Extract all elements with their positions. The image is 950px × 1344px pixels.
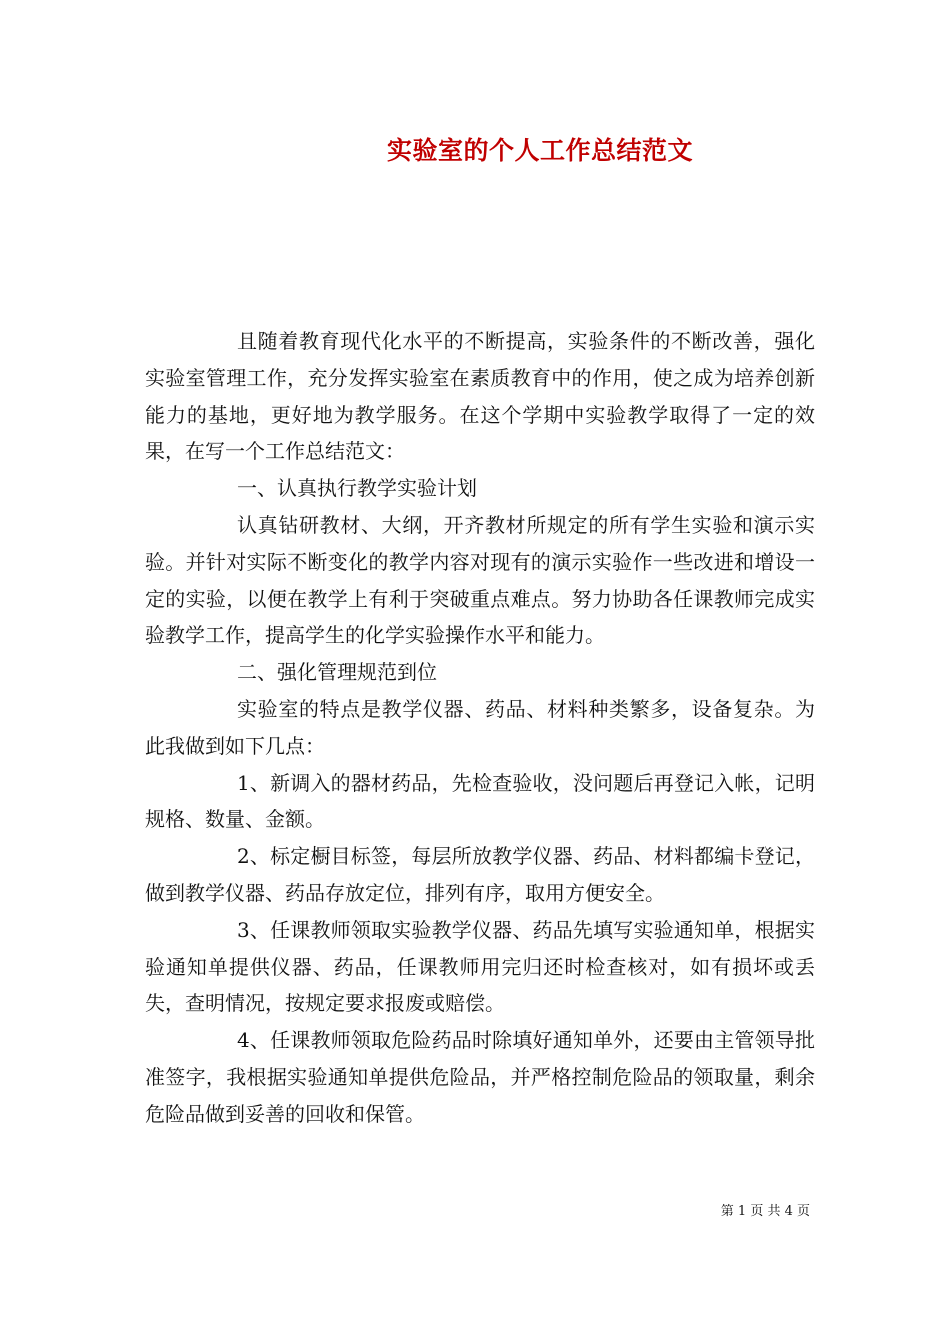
page-number-footer: 第 1 页 共 4 页 — [720, 1204, 810, 1219]
section-heading-1: 一、认真执行教学实验计划 — [237, 476, 477, 501]
list-item-3: 3、任课教师领取实验教学仪器、药品先填写实验通知单，根据实验通知单提供仪器、药品，任课教师用完归还时检查核对，如有损坏或丢失，查明情况，按规定要求报废或赔偿。 — [145, 917, 815, 1016]
intro-paragraph: 且随着教育现代化水平的不断提高，实验条件的不断改善，强化实验室管理工作，充分发挥实验室在素质教育中的作用，使之成为培养创新能力的基地，更好地为教学服务。在这个学期中实验教学取得了一定的效果，在写一个工作总结范文： — [145, 329, 815, 464]
section-heading-2: 二、强化管理规范到位 — [237, 660, 437, 685]
list-item-4: 4、任课教师领取危险药品时除填好通知单外，还要由主管领导批准签字，我根据实验通知单提供危险品，并严格控制危险品的领取量，剩余危险品做到妥善的回收和保管。 — [145, 1028, 815, 1126]
section-1-paragraph: 认真钻研教材、大纲，开齐教材所规定的所有学生实验和演示实验。并针对实际不断变化的教学内容对现有的演示实验作一些改进和增设一定的实验，以便在教学上有利于突破重点难点。努力协助各任课教师完成实验教学工作，提高学生的化学实验操作水平和能力。 — [145, 512, 815, 648]
document-title: 实验室的个人工作总结范文 — [386, 136, 693, 165]
list-item-1: 1、新调入的器材药品，先检查验收，没问题后再登记入帐，记明规格、数量、金额。 — [145, 770, 815, 832]
list-item-2: 2、标定橱目标签，每层所放教学仪器、药品、材料都编卡登记，做到教学仪器、药品存放定位，排列有序，取用方便安全。 — [145, 844, 815, 905]
section-2-intro-paragraph: 实验室的特点是教学仪器、药品、材料种类繁多，设备复杂。为此我做到如下几点： — [145, 696, 815, 758]
document-body — [145, 323, 815, 1133]
